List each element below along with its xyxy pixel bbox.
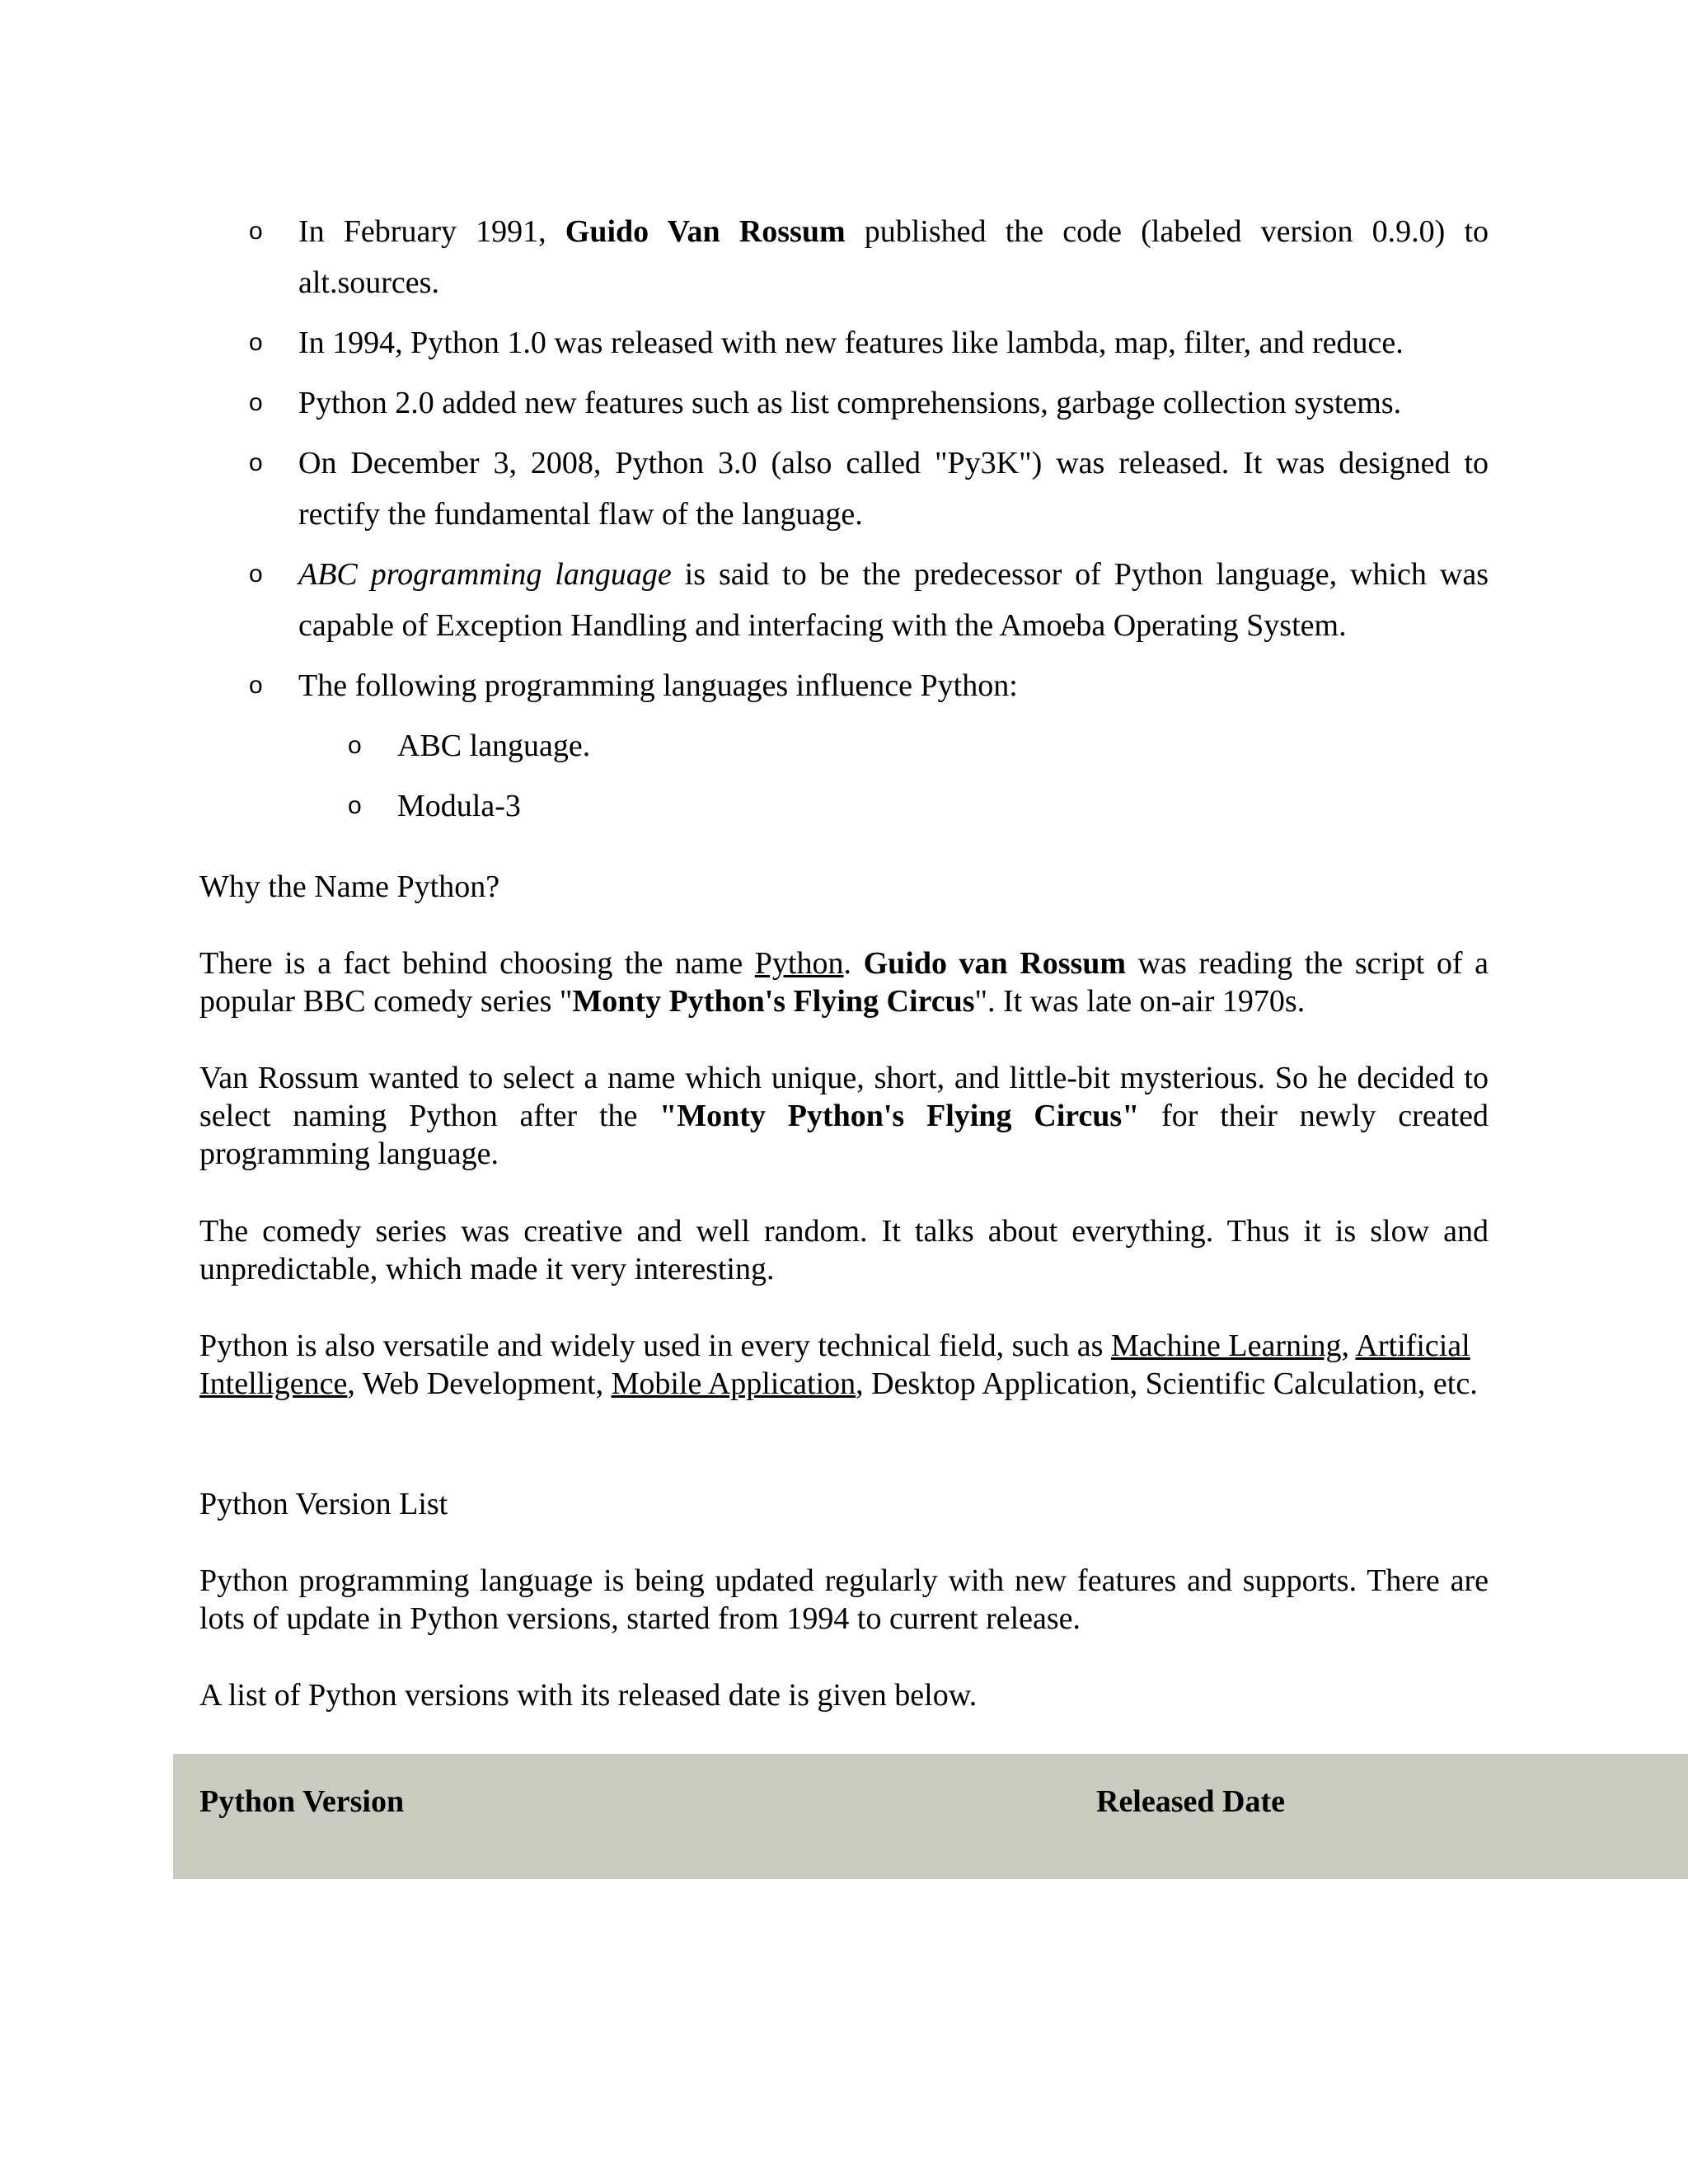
item-text: The following programming languages influence Python:: [298, 668, 1018, 703]
text-run: There is a fact behind choosing the name: [199, 946, 755, 981]
text-run-bold: Guido van Rossum: [863, 946, 1127, 981]
list-item: [199, 549, 1489, 651]
paragraph-version-list-2: A list of Python versions with its released date is given below.: [199, 1678, 978, 1713]
bullet-marker: o: [249, 672, 263, 699]
column-header-released-date: Released Date: [1096, 1784, 1285, 1819]
bullet-marker: o: [249, 329, 263, 356]
item-text: ABC language.: [397, 729, 591, 763]
bullet-marker: o: [249, 389, 263, 416]
column-header-python-version: Python Version: [199, 1784, 405, 1819]
artificial-intelligence-link[interactable]: Artificial Intelligence: [199, 1329, 1470, 1401]
mobile-application-link[interactable]: Mobile Application: [611, 1366, 856, 1401]
list-item: [199, 317, 1489, 368]
list-item: [199, 438, 1489, 540]
text-run: Python is also versatile and widely used in every technical field, such as: [199, 1329, 1111, 1363]
list-item: [199, 660, 1489, 711]
python-link[interactable]: Python: [754, 946, 844, 981]
sub-list-item: [199, 780, 1489, 832]
bullet-marker: o: [348, 732, 362, 759]
section-heading-why-name: Why the Name Python?: [199, 869, 500, 904]
text-run-bold: "Monty Python's Flying Circus": [659, 1099, 1140, 1133]
bullet-marker: o: [249, 449, 263, 476]
text-run: ". It was late on-air 1970s.: [974, 984, 1306, 1019]
text-run: , Desktop Application, Scientific Calculation, etc.: [856, 1366, 1478, 1401]
item-text: Modula-3: [397, 789, 521, 823]
item-text: In 1994, Python 1.0 was released with new features like lambda, map, filter, and reduce.: [298, 326, 1404, 360]
item-text: Python 2.0 added new features such as list comprehensions, garbage collection systems.: [298, 386, 1402, 420]
history-list: [199, 206, 1489, 841]
item-text-italic: ABC programming language: [298, 557, 672, 592]
text-run: .: [843, 946, 864, 981]
paragraph-why-name-1: [199, 944, 1489, 1020]
machine-learning-link[interactable]: Machine Learning: [1110, 1329, 1342, 1363]
bullet-marker: o: [348, 792, 362, 819]
sub-list-item: [199, 720, 1489, 771]
list-item: [199, 377, 1489, 429]
text-run: , Web Development,: [347, 1366, 612, 1401]
paragraph-why-name-3: The comedy series was creative and well random. It talks about everything. Thus it is slow and unpredictable, which made it very interesting.: [199, 1214, 1489, 1286]
item-text: published the code (labeled version 0.9.0) to alt.sources.: [298, 214, 1489, 300]
paragraph-why-name-2: [199, 1059, 1489, 1173]
section-heading-version-list: Python Version List: [199, 1487, 448, 1521]
list-item: [199, 206, 1489, 308]
item-text: In February 1991,: [298, 214, 565, 249]
text-run: was reading the script of a popular BBC comedy series ": [199, 946, 1489, 1019]
item-text: On December 3, 2008, Python 3.0 (also called "Py3K") was released. It was designed to rectify the fundamental flaw of the language.: [298, 446, 1489, 532]
item-text-bold: Guido Van Rossum: [565, 214, 846, 249]
text-run-bold: Monty Python's Flying Circus: [572, 984, 975, 1019]
paragraph-why-name-4: [199, 1327, 1489, 1403]
bullet-marker: o: [249, 218, 263, 245]
bullet-marker: o: [249, 560, 263, 588]
item-text: is said to be the predecessor of Python language, which was capable of Exception Handling and interfacing with the Amoeba Operating System.: [298, 557, 1489, 643]
paragraph-version-list-1: Python programming language is being updated regularly with new features and supports. There are lots of update in Python versions, started from 1994 to current release.: [199, 1563, 1489, 1636]
text-run: Van Rossum wanted to select a name which unique, short, and little-bit mysterious. So he decided to select naming Python after the: [199, 1061, 1489, 1133]
text-run: ,: [1341, 1329, 1356, 1363]
version-table-header: [173, 1754, 1688, 1879]
text-run: for their newly created programming language.: [199, 1099, 1489, 1171]
